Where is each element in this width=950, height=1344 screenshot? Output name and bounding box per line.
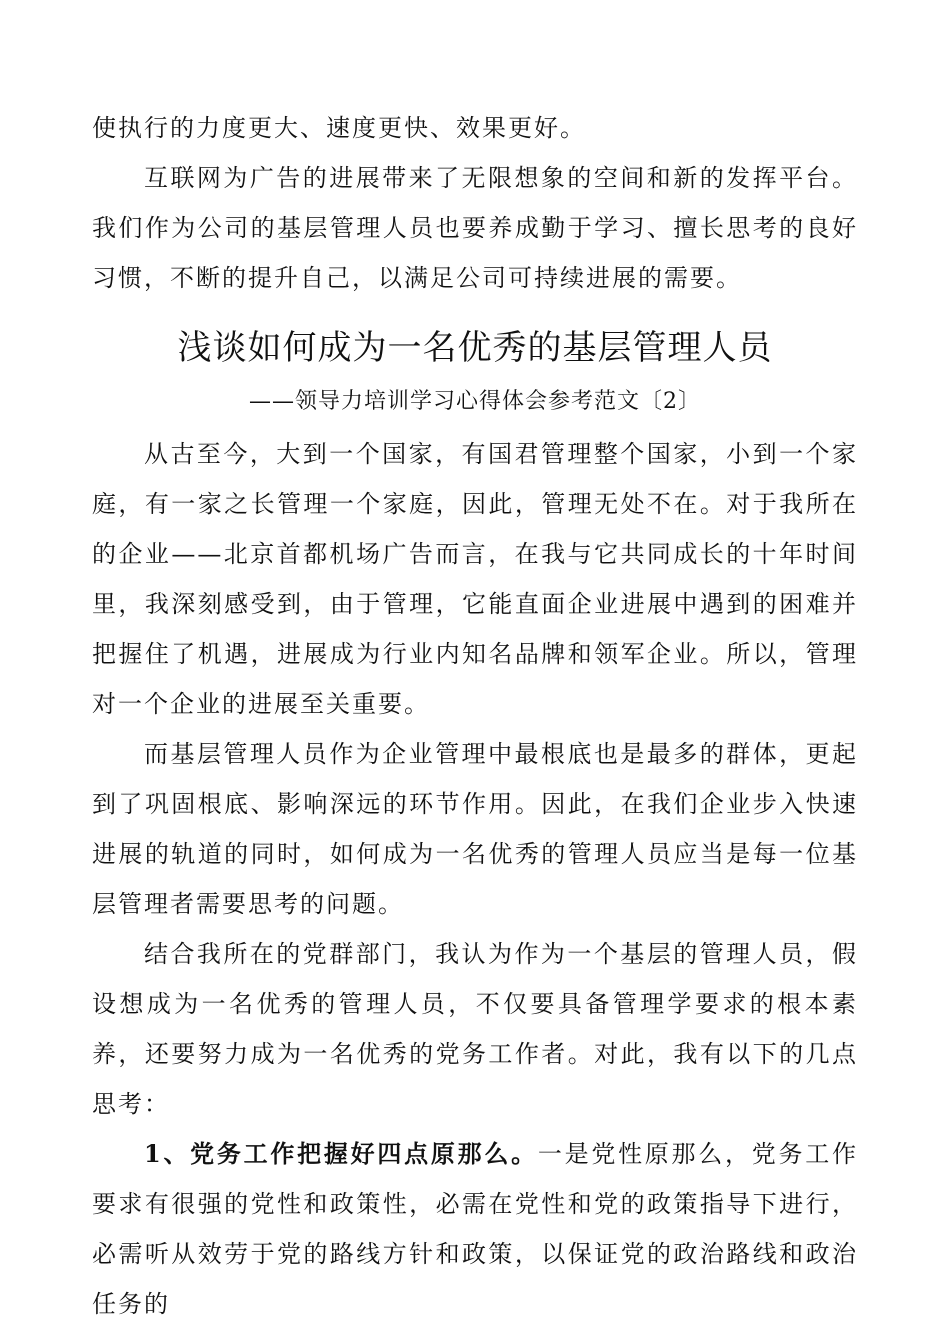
paragraph-point-1 <box>92 1129 858 1329</box>
paragraph-management-everywhere: 从古至今，大到一个国家，有国君管理整个国家，小到一个家庭，有一家之长管理一个家庭，因此，管理无处不在。对于我所在的企业——北京首都机场广告而言，在我与它共同成长的十年时间里，我深刻感受到，由于管理，它能直面企业进展中遇到的困难并把握住了机遇，进展成为行业内知名品牌和领军企业。所以，管理对一个企业的进展至关重要。 <box>92 440 858 718</box>
point-1-heading: 1、党务工作把握好四点原那么。 <box>144 1139 538 1168</box>
paragraph-internet: 互联网为广告的进展带来了无限想象的空间和新的发挥平台。我们作为公司的基层管理人员也要养成勤于学习、擅长思考的良好习惯，不断的提升自己，以满足公司可持续进展的需要。 <box>92 164 858 292</box>
document-page <box>92 103 858 1329</box>
point-1-text: 一是党性原那么，党务工作要求有很强的党性和政策性，必需在党性和党的政策指导下进行，必需听从效劳于党的路线方针和政策，以保证党的政治路线和政治任务的 <box>92 1140 859 1318</box>
paragraph-continuation: 使执行的力度更大、速度更快、效果更好。 <box>92 114 586 142</box>
paragraph-grassroots-managers: 而基层管理人员作为企业管理中最根底也是最多的群体，更起到了巩固根底、影响深远的环节作用。因此，在我们企业步入快速进展的轨道的同时，如何成为一名优秀的管理人员应当是每一位基层管理者需要思考的问题。 <box>92 740 858 918</box>
article-title: 浅谈如何成为一名优秀的基层管理人员 <box>177 328 773 368</box>
paragraph-party-department: 结合我所在的党群部门，我认为作为一个基层的管理人员，假设想成为一名优秀的管理人员，不仅要具备管理学要求的根本素养，还要努力成为一名优秀的党务工作者。对此，我有以下的几点思考： <box>92 940 858 1118</box>
article-subtitle: ——领导力培训学习心得体会参考范文〔2〕 <box>249 389 701 414</box>
